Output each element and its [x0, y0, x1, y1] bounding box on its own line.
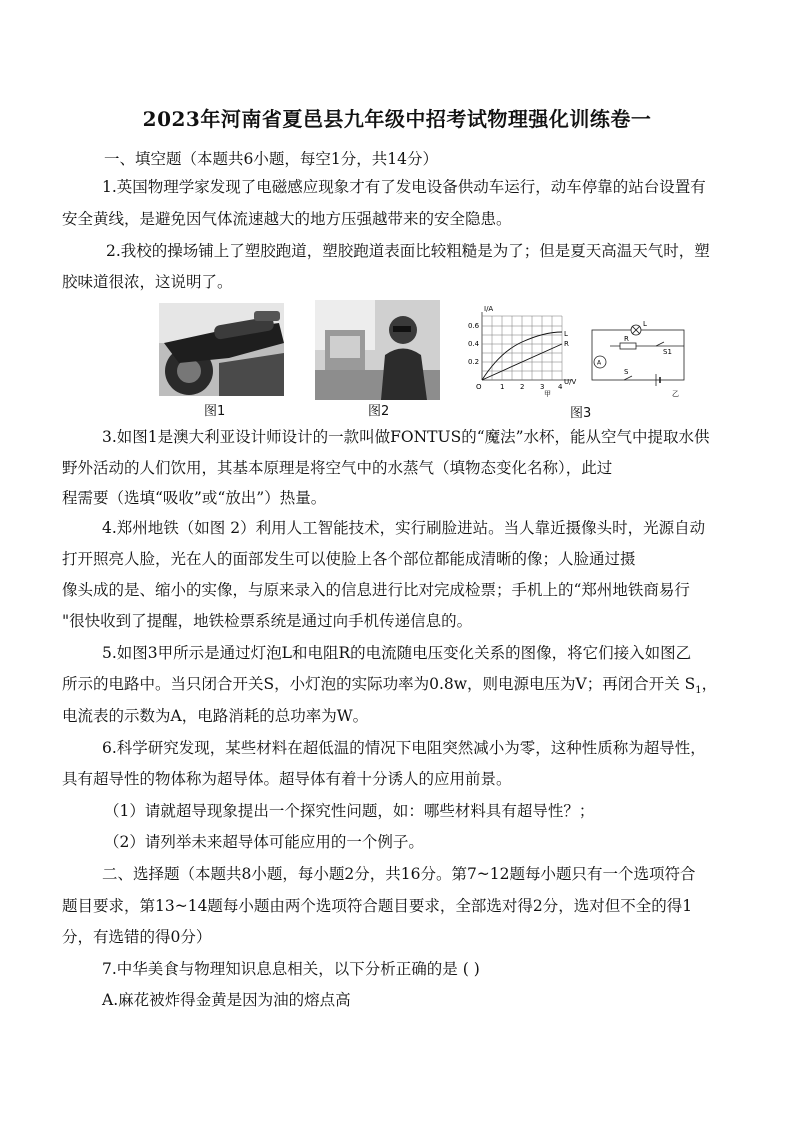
- x-tick-2: 2: [520, 383, 525, 391]
- figure-1-caption: 图1: [204, 404, 226, 419]
- question-4-line2: 打开照亮人脸，光在人的面部发生可以使脸上各个部位都能成清晰的像；人脸通过摄: [62, 550, 636, 568]
- question-4-line4: "很快收到了提醒，地铁检票系统是通过向手机传递信息的。: [62, 612, 473, 630]
- x-tick-3: 3: [540, 383, 545, 391]
- question-3-line3: 程需要（选填“吸收”或“放出”）热量。: [62, 489, 327, 507]
- x-tick-4: 4: [558, 383, 563, 391]
- question-5-subscript: 1: [695, 685, 702, 697]
- question-6-sub2: （2）请列举未来超导体可能应用的一个例子。: [104, 833, 424, 851]
- curve-L-label: L: [564, 330, 568, 338]
- circuit-resistor-label: R: [624, 335, 629, 343]
- figure-3-caption: 图3: [570, 406, 592, 421]
- figure-3-diagram: [460, 302, 695, 412]
- circuit-switch-s-label: S: [624, 368, 629, 376]
- resistor-symbol: [620, 343, 636, 349]
- question-1-line1: 1.英国物理学家发现了电磁感应现象才有了发电设备供动车运行，动车停靠的站台设置有: [102, 178, 706, 196]
- y-tick-02: 0.2: [468, 358, 480, 366]
- question-2-line1: 2.我校的操场铺上了塑胶跑道，塑胶跑道表面比较粗糙是为了；但是夏天高温天气时，塑: [106, 242, 710, 260]
- question-5-line2-end: ，: [701, 675, 718, 693]
- exam-title: 2023年河南省夏邑县九年级中招考试物理强化训练卷一: [142, 107, 652, 131]
- motorcycle-illustration: [159, 303, 284, 396]
- switch-s: [624, 376, 632, 380]
- curve-R-label: R: [564, 340, 569, 348]
- question-7-option-a: A.麻花被炸得金黄是因为油的熔点高: [102, 991, 351, 1009]
- question-3-line1: 3.如图1是澳大利亚设计师设计的一款叫做FONTUS的“魔法”水杯，能从空气中提取水供: [102, 428, 710, 446]
- figure-2-photo: [315, 300, 440, 400]
- circuit-switch-s1-label: S1: [663, 348, 672, 356]
- switch-s1: [656, 342, 664, 346]
- question-3-line2: 野外活动的人们饮用，其基本原理是将空气中的水蒸气（填物态变化名称），此过: [62, 459, 613, 477]
- figure-2-caption: 图2: [368, 404, 390, 419]
- question-4-line3: 像头成的是、缩小的实像，与原来录入的信息进行比对完成检票；手机上的“郑州地铁商易行: [62, 581, 690, 599]
- question-4-line1: 4.郑州地铁（如图 2）利用人工智能技术，实行刷脸进站。当人靠近摄像头时，光源自动: [102, 519, 706, 537]
- question-6-line1: 6.科学研究发现，某些材料在超低温的情况下电阻突然减小为零，这种性质称为超导性，: [102, 739, 706, 757]
- question-5-line1: 5.如图3甲所示是通过灯泡L和电阻R的电流随电压变化关系的图像，将它们接入如图乙: [102, 644, 692, 662]
- question-5-line3: 电流表的示数为A，电路消耗的总功率为W。: [62, 707, 369, 725]
- question-5-line2-text: 所示的电路中。当只闭合开关S，小灯泡的实际功率为0.8w，则电源电压为V；再闭合开关 S: [62, 675, 696, 693]
- figures-row: [150, 300, 690, 420]
- question-2-line2: 胶味道很浓，这说明了。: [62, 273, 233, 291]
- question-5-line2: [62, 670, 738, 705]
- section2-line1: 二、选择题（本题共8小题，每小题2分，共16分。第7~12题每小题只有一个选项符合: [102, 865, 696, 883]
- sub-label-jia: 甲: [544, 390, 551, 398]
- question-1-line2: 安全黄线，是避免因气体流速越大的地方压强越带来的安全隐患。: [62, 210, 512, 228]
- question-6-line2: 具有超导性的物体称为超导体。超导体有着十分诱人的应用前景。: [62, 770, 512, 788]
- question-7-stem: 7.中华美食与物理知识息息相关，以下分析正确的是 ( ): [102, 960, 480, 978]
- ammeter-label: A: [597, 359, 602, 367]
- section2-line3: 分，有选错的得0分）: [62, 928, 212, 946]
- question-6-sub1: （1）请就超导现象提出一个探究性问题，如：哪些材料具有超导性？；: [104, 802, 595, 820]
- y-tick-06: 0.6: [468, 322, 480, 330]
- x-tick-0: O: [476, 383, 482, 391]
- y-axis-label: I/A: [484, 305, 494, 313]
- y-tick-04: 0.4: [468, 340, 480, 348]
- sub-label-yi: 乙: [672, 390, 679, 398]
- figure-1-photo: [159, 303, 284, 396]
- face-scan-illustration: [315, 300, 440, 400]
- iu-graph: [482, 312, 572, 380]
- section1-heading: 一、填空题（本题共6小题，每空1分，共14分）: [104, 150, 438, 168]
- x-axis-label: U/V: [564, 378, 577, 386]
- figure-3: [460, 302, 695, 412]
- circuit-lamp-label: L: [643, 320, 647, 328]
- x-tick-1: 1: [500, 383, 505, 391]
- section2-line2: 题目要求，第13~14题每小题由两个选项符合题目要求，全部选对得2分，选对但不全的得1: [62, 897, 693, 915]
